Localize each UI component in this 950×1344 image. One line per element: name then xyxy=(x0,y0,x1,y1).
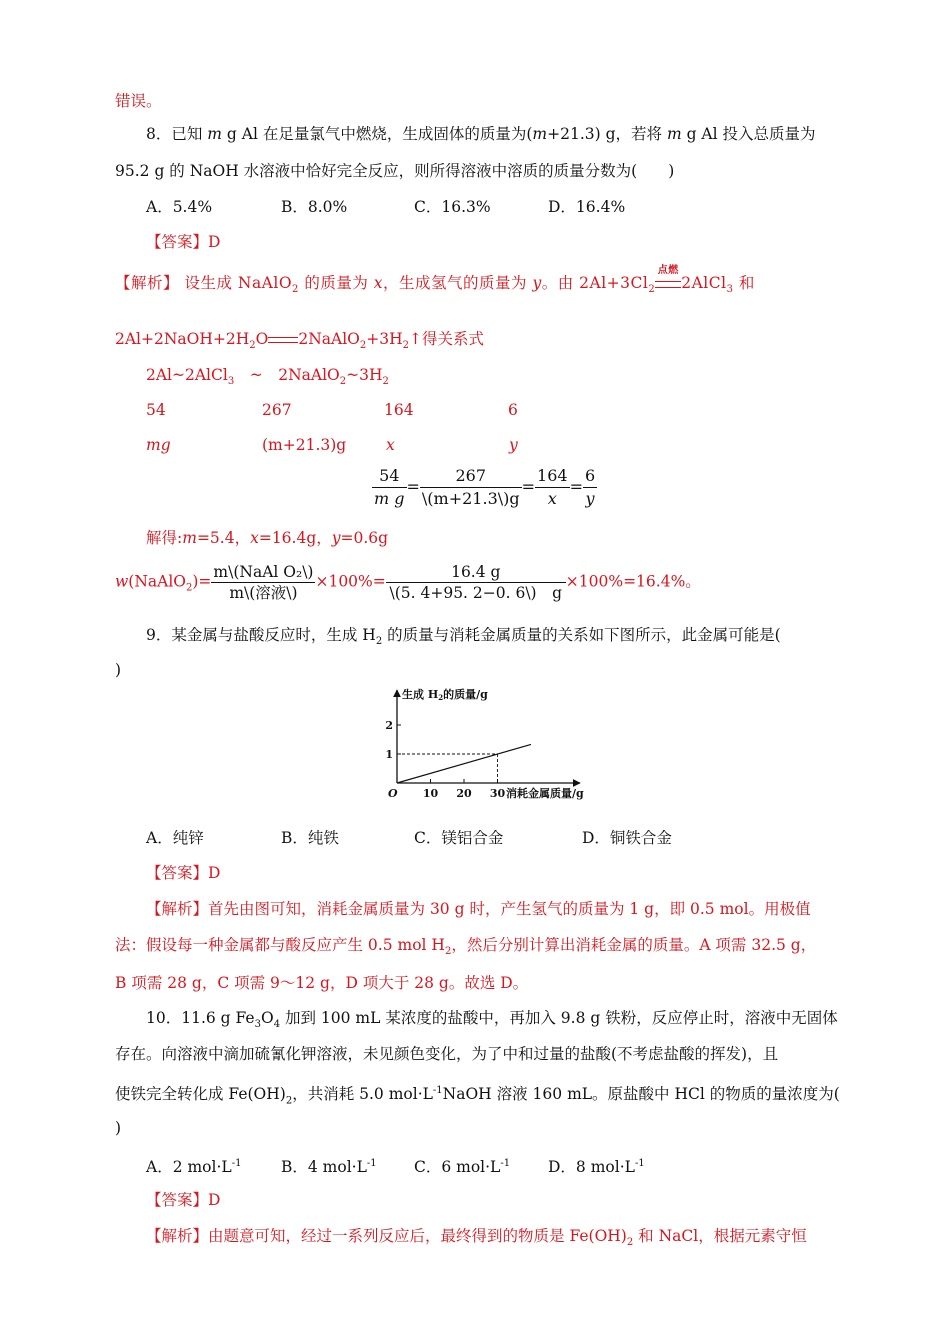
x-tick-label-10: 10 xyxy=(422,787,439,800)
q10-option-b: B．4 $mol\cdot L^{-1}$ xyxy=(281,1158,377,1177)
ignite-condition: 点燃 xyxy=(655,272,681,294)
q8-solution: 解得:m=5.4，x=16.4g，y=0.6g xyxy=(146,529,389,547)
q8-option-b: B．8.0% xyxy=(281,198,348,216)
q8-stem-line1: 8．已知 m g Al 在足量氯气中燃烧，生成固体的质量为(m+21.3) g，若将 m g Al 投入总质量为 xyxy=(146,125,816,143)
q9-chart xyxy=(380,683,610,808)
q10-stem-line2: 存在。向溶液中滴加硫氰化钾溶液，未见颜色变化，为了中和过量的盐酸(不考虑盐酸的挥发)，且 xyxy=(115,1045,779,1063)
q10-option-d: D．8 $mol\cdot L^{-1}$ xyxy=(548,1158,645,1177)
q8-option-a: A．5.4% xyxy=(146,198,213,216)
q8-option-c: C．16.3% xyxy=(414,198,491,216)
q9-explanation-line2: 法：假设每一种金属都与酸反应产生 0.5 mol $H_2$，然后分别计算出消耗金属的质量。A 项需 32.5 g， xyxy=(115,936,817,958)
q8-row2-c4: y xyxy=(509,436,518,454)
q10-option-a: A．2 $mol\cdot L^{-1}$ xyxy=(146,1158,242,1177)
w-fraction-1: m\(NaAl O₂\) m\(溶液\) xyxy=(213,563,314,602)
q10-explanation-line1: 【解析】由题意可知，经过一系列反应后，最终得到的物质是 $Fe(OH)_2$ 和 NaCl，根据元素守恒 xyxy=(146,1227,807,1249)
q8-equation2: $2Al+2NaOH+2H_2O$ $2NaAlO_2+3H_2↑$得关系式 xyxy=(115,330,485,352)
q8-row2-c1: mg xyxy=(146,436,171,454)
x-tick-label-20: 20 xyxy=(456,787,472,800)
q9-option-c: C．镁铝合金 xyxy=(414,829,504,847)
q9-explanation-line1: 【解析】首先由图可知，消耗金属质量为 30 g 时，产生氢气的质量为 1 g，即 0.5 mol。用极值 xyxy=(146,900,811,918)
q9-option-d: D．铜铁合金 xyxy=(582,829,672,847)
q8-explanation-line1: 【解析】 设生成 NaAlO$_2$ 的质量为 x，生成氢气的质量为 y。由 $2Al+3Cl_2$ 点燃 2AlCl$_3$ 和 xyxy=(115,265,755,296)
q8-option-d: D．16.4% xyxy=(548,198,626,216)
frac-164: $\frac{164}{x}$ xyxy=(537,466,568,508)
q10-stem-line3: 使铁完全转化成 $Fe(OH)_2$，共消耗 5.0 $mol\cdot L^{-1}NaOH$ 溶液 160 mL。原盐酸中 HCl 的物质的量浓度为( xyxy=(115,1085,840,1107)
q8-relation: 2Al~2AlCl$_3$ ~ $2NaAlO_2\sim 3H_2$ xyxy=(146,366,389,388)
q8-row1-c3: 164 xyxy=(384,401,414,419)
q10-answer: 【答案】D xyxy=(146,1191,221,1209)
chart-ylabel: 生成 H2的质量/g xyxy=(402,688,488,702)
q9-explanation-line3: B 项需 28 g，C 项需 9～12 g，D 项大于 28 g。故选 D。 xyxy=(115,974,529,992)
w-fraction-2: $\frac{16.4 g}{\backslash(5. 4+95. 2-0. 6\backslash) g}$ xyxy=(386,562,566,603)
frac-6: $\frac{6}{y}$ xyxy=(584,466,596,508)
q10-stem-line4: ) xyxy=(115,1119,122,1137)
q8-proportion-equation: $\frac{54}{\text{m g}}$ = $\frac{267}{\backslash(m+21.3\backslash)g}$ = $\frac{164}{x}$ = $\frac{6}{y}$ xyxy=(374,466,596,508)
prev-explanation-tail: 错误。 xyxy=(115,92,162,110)
q9-answer: 【答案】D xyxy=(146,864,221,882)
q8-row2-c3: x xyxy=(386,436,395,454)
series-line-H2 xyxy=(397,744,531,783)
q8-row1-c1: 54 xyxy=(146,401,166,419)
y-tick-label-1: 1 xyxy=(385,748,393,761)
q9-stem-line1: 9．某金属与盐酸反应时，生成 $H_2$ 的质量与消耗金属质量的关系如下图所示，此金属可能是( xyxy=(146,626,781,648)
q8-stem-line2: 95.2 g 的 NaOH 水溶液中恰好完全反应，则所得溶液中溶质的质量分数为( ) xyxy=(115,162,675,180)
q10-stem-line1: 10．11.6 g $Fe_3O_4$ 加到 100 mL 某浓度的盐酸中，再加入 9.8 g 铁粉，反应停止时，溶液中无固体 xyxy=(146,1009,838,1031)
y-tick-label-2: 2 xyxy=(385,719,393,732)
q8-answer: 【答案】D xyxy=(146,233,221,251)
x-tick-label-30: 30 xyxy=(489,787,506,800)
q10-option-c: C．6 $mol\cdot L^{-1}$ xyxy=(414,1158,511,1177)
equals-sign xyxy=(268,337,298,343)
q8-row1-c4: 6 xyxy=(508,401,518,419)
q9-option-b: B．纯铁 xyxy=(281,829,339,847)
q8-row2-c2: (m+21.3)g xyxy=(262,436,347,454)
chart-origin: O xyxy=(388,787,398,800)
chart-xlabel: 消耗金属质量/g xyxy=(506,787,584,800)
frac-54: $\frac{54}{\text{m g}}$ xyxy=(374,466,405,508)
q9-stem-line2: ) xyxy=(115,661,122,679)
q8-mass-fraction: w(NaAlO$_2$)= m\(NaAl O₂\) m\(溶液\) ×100%= $\frac{16.4 g}{\backslash(5. 4+95. 2-0. 6\backslash) g}$ ×100%=16.4%。 xyxy=(115,563,701,602)
frac-267: $\frac{267}{\backslash(m+21.3\backslash)g}$ xyxy=(421,466,520,508)
q8-row1-c2: 267 xyxy=(262,401,292,419)
q9-option-a: A．纯锌 xyxy=(146,829,204,847)
